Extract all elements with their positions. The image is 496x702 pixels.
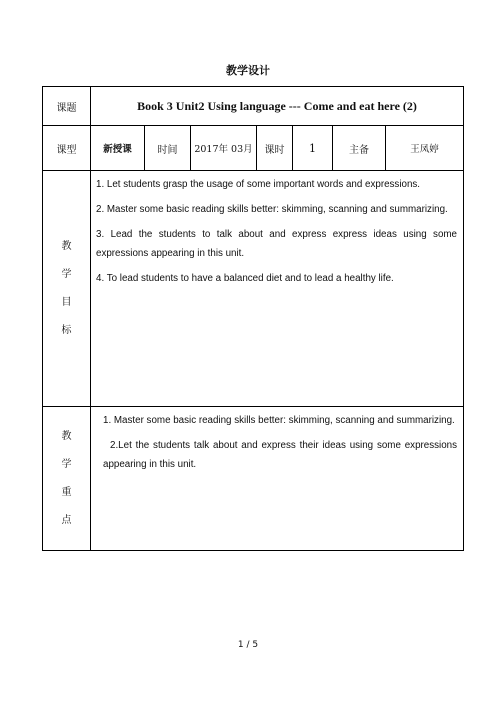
objective-item: 3. Lead the students to talk about and express express ideas using some expressions appearing in this unit.: [96, 229, 458, 259]
type-value: 新授课: [91, 126, 145, 171]
objectives-content: [91, 171, 464, 407]
objectives-label-char: 目: [61, 296, 72, 308]
topic-row: [43, 87, 464, 126]
period-value: 1: [293, 126, 333, 171]
key-point-item: 1. Master some basic reading skills better: skimming, scanning and summarizing.: [103, 415, 455, 426]
lead-label: 主备: [333, 126, 386, 171]
key-point-item: 2.Let the students talk about and express their ideas using some expressions appearing in this unit.: [103, 440, 458, 470]
key-points-label-char: 点: [61, 514, 72, 526]
objective-item: 1. Let students grasp the usage of some important words and expressions.: [96, 179, 421, 190]
key-points-label: [43, 407, 91, 551]
time-value: 2017年 03月: [191, 126, 257, 171]
page-title: 教学设计: [226, 64, 270, 77]
objectives-label-char: 学: [61, 268, 72, 280]
time-label: 时间: [145, 126, 191, 171]
period-label: 课时: [257, 126, 293, 171]
topic-value: Book 3 Unit2 Using language --- Come and eat here (2): [91, 87, 464, 126]
page-number: 1 / 5: [237, 640, 259, 650]
objectives-label-char: 标: [61, 324, 72, 336]
objective-item: 4. To lead students to have a balanced diet and to lead a healthy life.: [96, 273, 394, 284]
key-points-label-char: 教: [61, 430, 72, 442]
lesson-plan-table: [42, 86, 464, 551]
key-points-label-char: 重: [61, 486, 72, 498]
objectives-label: [43, 171, 91, 407]
type-label: 课型: [43, 126, 91, 171]
key-points-content: [91, 407, 464, 551]
lead-value: 王凤婷: [386, 126, 464, 171]
objectives-row: [43, 171, 464, 407]
objective-item: 2. Master some basic reading skills better: skimming, scanning and summarizing.: [96, 204, 448, 215]
info-row: [43, 126, 464, 171]
topic-label: 课题: [43, 87, 91, 126]
key-points-row: [43, 407, 464, 551]
key-points-label-char: 学: [61, 458, 72, 470]
objectives-label-char: 教: [61, 240, 72, 252]
